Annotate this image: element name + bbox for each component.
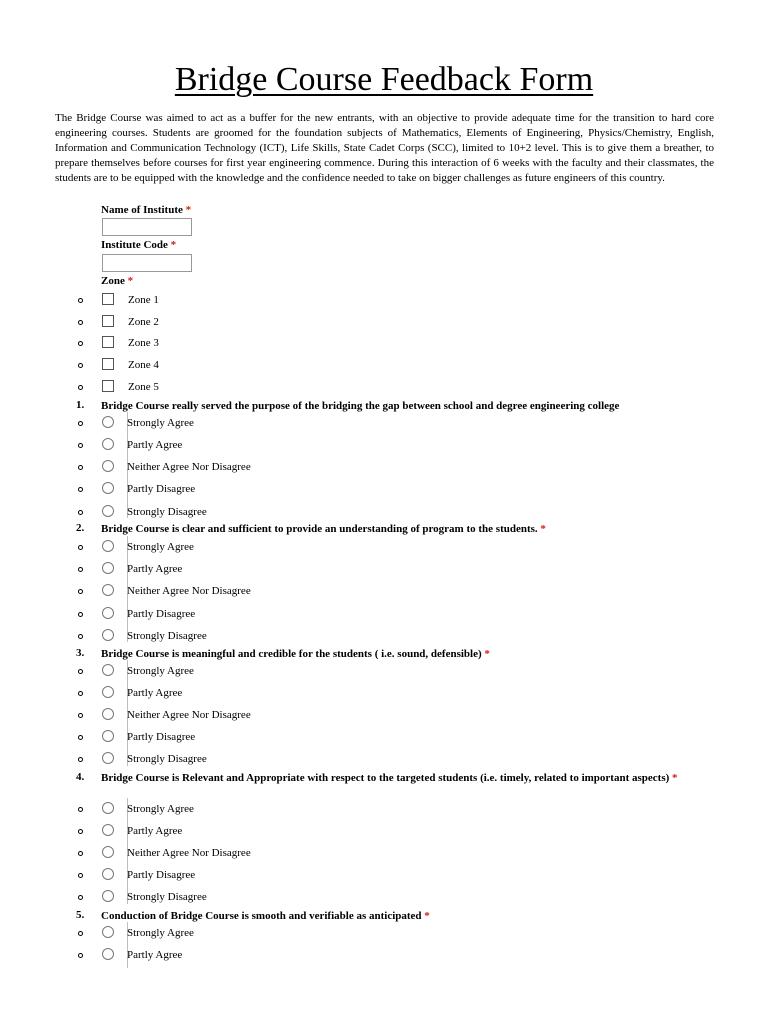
question-number: 4. bbox=[76, 771, 85, 783]
list-bullet bbox=[78, 851, 83, 856]
institute-name-input[interactable] bbox=[102, 218, 192, 236]
zone-label-text: Zone bbox=[101, 275, 125, 287]
list-bullet bbox=[78, 298, 83, 303]
intro-paragraph: The Bridge Course was aimed to act as a buffer for the new entrants, with an objective to provide adequate time for the transition to hard core engineering courses. Students are groomed for the foundation subjects of Mathematics, Elements of Engineering, Physics/Chemistry, English, Information and Communication Technology (ICT), Life Skills, State Cadet Corps (SCC), limited to 10+2 level. This is to give them a breather, to prepare themselves before courses for first year engineering commence. During this interaction of 6 weeks with the faculty and their classmates, the students are to be equipped with the knowledge and the confidence needed to take on bigger challenges as future engineers of this country. bbox=[55, 112, 714, 184]
institute-code-label-text: Institute Code bbox=[101, 239, 168, 251]
question-label: Bridge Course is Relevant and Appropriate with respect to the targeted students (i.e. timely, related to important aspects) bbox=[101, 772, 670, 784]
question-label: Bridge Course really served the purpose of the bridging the gap between school and degree engineering college bbox=[101, 400, 620, 412]
required-asterisk: * bbox=[127, 275, 134, 287]
radio-option-label: Partly Disagree bbox=[127, 731, 196, 743]
radio-button[interactable] bbox=[102, 802, 114, 814]
required-asterisk: * bbox=[421, 910, 430, 922]
question-label: Bridge Course is meaningful and credible for the students ( i.e. sound, defensible) bbox=[101, 648, 482, 660]
list-bullet bbox=[78, 612, 83, 617]
radio-button[interactable] bbox=[102, 416, 114, 428]
zone-option-label: Zone 3 bbox=[128, 337, 159, 349]
radio-button[interactable] bbox=[102, 926, 114, 938]
list-bullet bbox=[78, 807, 83, 812]
radio-option-label: Strongly Disagree bbox=[127, 506, 207, 518]
radio-option-label: Strongly Agree bbox=[127, 803, 194, 815]
radio-button[interactable] bbox=[102, 846, 114, 858]
list-bullet bbox=[78, 873, 83, 878]
zone-checkbox[interactable] bbox=[102, 380, 114, 392]
question-number: 5. bbox=[76, 909, 85, 921]
institute-code-label bbox=[101, 239, 176, 251]
radio-option-label: Partly Agree bbox=[127, 439, 183, 451]
radio-button[interactable] bbox=[102, 540, 114, 552]
zone-checkbox[interactable] bbox=[102, 315, 114, 327]
radio-button[interactable] bbox=[102, 438, 114, 450]
radio-option-label: Partly Agree bbox=[127, 949, 183, 961]
zone-option-label: Zone 5 bbox=[128, 381, 159, 393]
radio-button[interactable] bbox=[102, 584, 114, 596]
list-bullet bbox=[78, 465, 83, 470]
list-bullet bbox=[78, 443, 83, 448]
question-number: 2. bbox=[76, 522, 85, 534]
radio-option-label: Neither Agree Nor Disagree bbox=[127, 585, 251, 597]
zone-label bbox=[101, 275, 133, 287]
radio-button[interactable] bbox=[102, 482, 114, 494]
radio-button[interactable] bbox=[102, 948, 114, 960]
question-label: Conduction of Bridge Course is smooth and verifiable as anticipated bbox=[101, 910, 422, 922]
radio-option-label: Partly Disagree bbox=[127, 869, 196, 881]
radio-option-label: Strongly Disagree bbox=[127, 891, 207, 903]
list-bullet bbox=[78, 341, 83, 346]
list-bullet bbox=[78, 931, 83, 936]
list-bullet bbox=[78, 634, 83, 639]
list-bullet bbox=[78, 691, 83, 696]
radio-option-label: Partly Agree bbox=[127, 563, 183, 575]
radio-button[interactable] bbox=[102, 460, 114, 472]
question-text bbox=[101, 399, 701, 413]
radio-button[interactable] bbox=[102, 730, 114, 742]
list-bullet bbox=[78, 363, 83, 368]
institute-name-label-text: Name of Institute bbox=[101, 204, 183, 216]
radio-option-label: Strongly Agree bbox=[127, 417, 194, 429]
question-text bbox=[101, 647, 701, 661]
list-bullet bbox=[78, 510, 83, 515]
list-bullet bbox=[78, 320, 83, 325]
question-text bbox=[101, 771, 701, 785]
list-bullet bbox=[78, 487, 83, 492]
required-asterisk: * bbox=[537, 523, 546, 535]
list-bullet bbox=[78, 757, 83, 762]
radio-option-label: Strongly Agree bbox=[127, 927, 194, 939]
list-bullet bbox=[78, 669, 83, 674]
question-label: Bridge Course is clear and sufficient to provide an understanding of program to the students. bbox=[101, 523, 538, 535]
radio-option-label: Neither Agree Nor Disagree bbox=[127, 847, 251, 859]
zone-checkbox[interactable] bbox=[102, 293, 114, 305]
radio-button[interactable] bbox=[102, 607, 114, 619]
radio-button[interactable] bbox=[102, 868, 114, 880]
question-number: 1. bbox=[76, 399, 85, 411]
question-number: 3. bbox=[76, 647, 85, 659]
radio-button[interactable] bbox=[102, 562, 114, 574]
institute-code-input[interactable] bbox=[102, 254, 192, 272]
required-asterisk: * bbox=[481, 648, 490, 660]
list-bullet bbox=[78, 713, 83, 718]
zone-option-label: Zone 1 bbox=[128, 294, 159, 306]
zone-option-label: Zone 4 bbox=[128, 359, 159, 371]
radio-button[interactable] bbox=[102, 752, 114, 764]
question-text bbox=[101, 909, 701, 923]
required-asterisk: * bbox=[170, 239, 177, 251]
list-bullet bbox=[78, 895, 83, 900]
radio-button[interactable] bbox=[102, 629, 114, 641]
radio-option-label: Strongly Agree bbox=[127, 665, 194, 677]
list-bullet bbox=[78, 421, 83, 426]
radio-option-label: Partly Disagree bbox=[127, 483, 196, 495]
list-bullet bbox=[78, 385, 83, 390]
zone-checkbox[interactable] bbox=[102, 336, 114, 348]
radio-button[interactable] bbox=[102, 686, 114, 698]
list-bullet bbox=[78, 589, 83, 594]
radio-option-label: Partly Agree bbox=[127, 825, 183, 837]
radio-option-label: Neither Agree Nor Disagree bbox=[127, 461, 251, 473]
zone-option-label: Zone 2 bbox=[128, 316, 159, 328]
radio-button[interactable] bbox=[102, 890, 114, 902]
question-text bbox=[101, 522, 701, 536]
radio-option-label: Partly Agree bbox=[127, 687, 183, 699]
institute-name-label bbox=[101, 204, 191, 216]
list-bullet bbox=[78, 567, 83, 572]
radio-option-label: Neither Agree Nor Disagree bbox=[127, 709, 251, 721]
required-asterisk: * bbox=[669, 772, 678, 784]
list-bullet bbox=[78, 829, 83, 834]
radio-button[interactable] bbox=[102, 824, 114, 836]
radio-button[interactable] bbox=[102, 664, 114, 676]
radio-option-label: Strongly Disagree bbox=[127, 753, 207, 765]
required-asterisk: * bbox=[185, 204, 192, 216]
radio-button[interactable] bbox=[102, 708, 114, 720]
radio-option-label: Strongly Disagree bbox=[127, 630, 207, 642]
page-title: Bridge Course Feedback Form bbox=[174, 61, 594, 98]
radio-option-label: Strongly Agree bbox=[127, 541, 194, 553]
zone-checkbox[interactable] bbox=[102, 358, 114, 370]
list-bullet bbox=[78, 545, 83, 550]
list-bullet bbox=[78, 953, 83, 958]
list-bullet bbox=[78, 735, 83, 740]
radio-button[interactable] bbox=[102, 505, 114, 517]
radio-option-label: Partly Disagree bbox=[127, 608, 196, 620]
